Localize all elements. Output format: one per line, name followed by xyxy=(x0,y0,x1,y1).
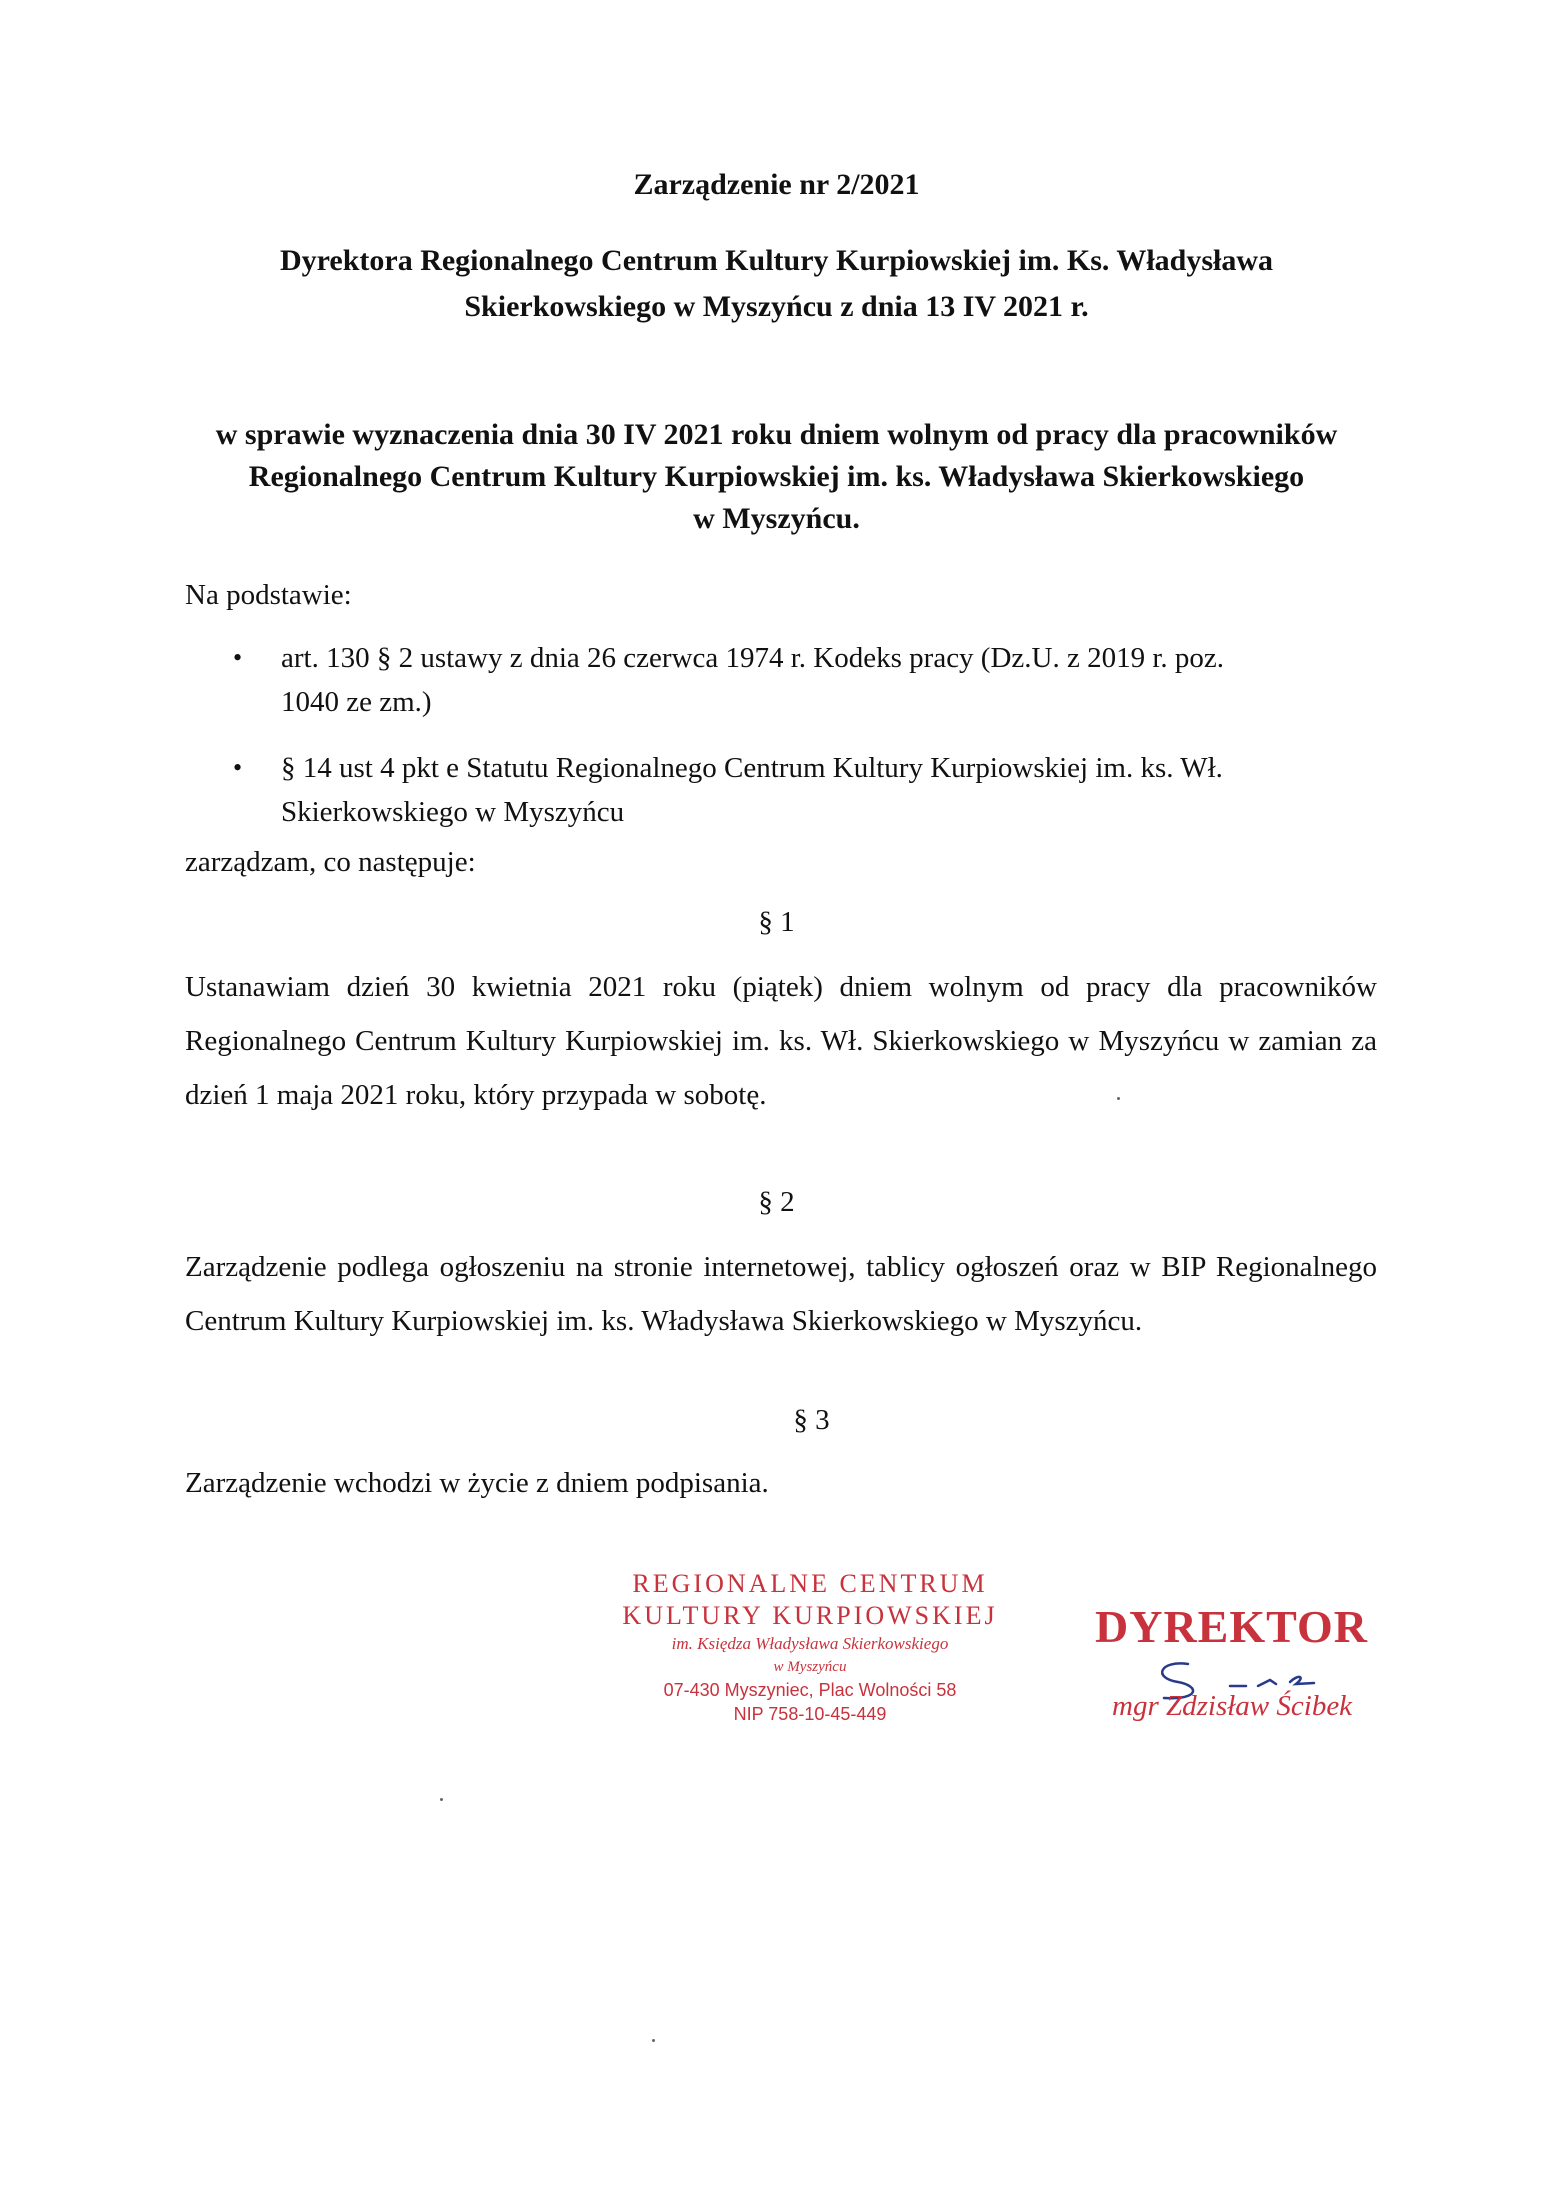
basis-item-line: art. 130 § 2 ustawy z dnia 26 czerwca 1974 r. Kodeks pracy (Dz.U. z 2019 r. poz. xyxy=(281,642,1225,674)
scan-speck xyxy=(652,2039,655,2042)
subject-heading xyxy=(0,414,1553,540)
basis-item xyxy=(233,746,1363,834)
director-name: mgr Zdzisław Ścibek xyxy=(1112,1690,1353,1722)
document-title: Zarządzenie nr 2/2021 xyxy=(633,168,920,201)
paragraph-heading-3: § 3 xyxy=(793,1404,830,1436)
issuer-line: Dyrektora Regionalnego Centrum Kultury Kurpiowskiej im. Ks. Władysława xyxy=(279,244,1274,277)
director-stamp-title: DYREKTOR xyxy=(1095,1601,1368,1652)
stamp-line: NIP 758-10-45-449 xyxy=(733,1704,887,1724)
paragraph-text-3: Zarządzenie wchodzi w życie z dniem podpisania. xyxy=(185,1467,769,1499)
paragraph-text-1: Ustanawiam dzień 30 kwietnia 2021 roku (piątek) dniem wolnym od pracy dla pracowników Regionalnego Centrum Kultury Kurpiowskiej im. ks. Wł. Skierkowskiego w Myszyńcu w zamian za dzień 1 maja 2021 roku, który przypada w sobotę. xyxy=(185,971,1377,1111)
bullet-icon: • xyxy=(233,753,243,782)
stamp-line: 07-430 Myszyniec, Plac Wolności 58 xyxy=(663,1680,957,1700)
subject-line: w Myszyńcu. xyxy=(693,502,860,535)
basis-item-line: 1040 ze zm.) xyxy=(281,686,432,718)
stamp-line: KULTURY KURPIOWSKIEJ xyxy=(622,1601,998,1630)
paragraph-heading-1: § 1 xyxy=(758,906,795,938)
basis-item xyxy=(233,636,1363,724)
basis-list xyxy=(233,636,1363,856)
scan-speck xyxy=(1117,1097,1120,1100)
subject-line: w sprawie wyznaczenia dnia 30 IV 2021 roku dniem wolnym od pracy dla pracowników xyxy=(215,418,1338,451)
issuer-line: Skierkowskiego w Myszyńcu z dnia 13 IV 2021 r. xyxy=(464,290,1089,323)
stamp-line: im. Księdza Władysława Skierkowskiego xyxy=(671,1634,949,1653)
subject-line: Regionalnego Centrum Kultury Kurpiowskiej im. ks. Władysława Skierkowskiego xyxy=(248,460,1305,493)
basis-item-line: Skierkowskiego w Myszyńcu xyxy=(281,796,625,828)
stamp-line: REGIONALNE CENTRUM xyxy=(632,1569,988,1598)
scan-speck xyxy=(440,1798,443,1801)
basis-label: Na podstawie: xyxy=(185,579,352,611)
paragraph-heading-2: § 2 xyxy=(758,1186,795,1218)
paragraph-text-2: Zarządzenie podlega ogłoszeniu na stronie internetowej, tablicy ogłoszeń oraz w BIP Regionalnego Centrum Kultury Kurpiowskiej im. ks. Władysława Skierkowskiego w Myszyńcu. xyxy=(185,1251,1377,1337)
basis-item-line: § 14 ust 4 pkt e Statutu Regionalnego Centrum Kultury Kurpiowskiej im. ks. Wł. xyxy=(281,752,1223,784)
institution-stamp xyxy=(600,1568,1020,1726)
stamp-line: w Myszyńcu xyxy=(773,1659,847,1675)
order-intro: zarządzam, co następuje: xyxy=(185,846,476,878)
bullet-icon: • xyxy=(233,643,243,672)
issuer-heading xyxy=(0,238,1553,330)
